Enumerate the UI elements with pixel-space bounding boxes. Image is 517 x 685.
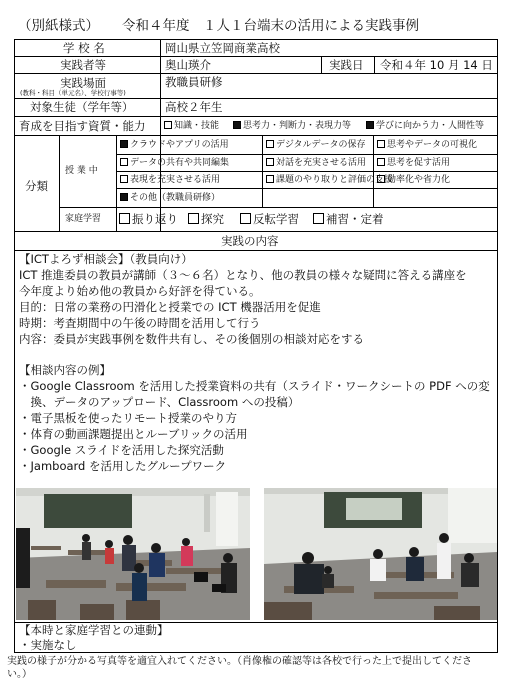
checkbox-icon — [240, 213, 251, 224]
footer-note-line1: 実践の様子が分かる写真等を適宜入れてください。（肖像権の確認等は各校で行った上で提出してくださ — [7, 656, 472, 667]
page-title: 令和４年度 １人１台端末の活用による実践事例 — [122, 18, 419, 34]
scene-value: 教職員研修 — [165, 75, 223, 89]
lesson-option-5[interactable]: 対話を充実させる活用 — [266, 157, 366, 169]
scene-label: 実践場面 — [60, 76, 106, 90]
lesson-option-8[interactable]: 課題のやり取りと評価の支援 — [266, 174, 393, 186]
section1-line: 今年度より始め他の教員から好評を得ている。 — [19, 284, 261, 298]
lesson-option-2[interactable]: デジタルデータの保存 — [266, 139, 365, 151]
lesson-option-4[interactable]: データの共有や共同編集 — [120, 157, 229, 169]
checked-box-icon — [120, 193, 128, 201]
section3-title: 【本時と家庭学習との連動】 — [19, 623, 169, 637]
classroom-photo-1 — [16, 488, 250, 620]
section2-line: ・Google スライドを活用した探究活動 — [19, 443, 224, 457]
checkbox-icon — [266, 158, 274, 166]
classification-label: 分類 — [25, 179, 48, 193]
section2-line: ・電子黒板を使ったリモート授業のやり方 — [19, 411, 238, 425]
form-label: （別紙様式） — [18, 18, 99, 34]
ability-option-2[interactable]: 思考力・判断力・表現力等 — [233, 120, 351, 132]
lesson-option-6[interactable]: 思考を促す活用 — [377, 157, 450, 169]
section2-line: ・Jamboard を活用したグループワーク — [19, 459, 227, 473]
checkbox-icon — [164, 121, 172, 129]
lesson-option-10[interactable]: その他（教職員研修） — [120, 192, 220, 204]
section2-line: ・体育の動画課題提出とルーブリックの活用 — [19, 427, 248, 441]
checkbox-icon — [377, 175, 385, 183]
section2-title: 【相談内容の例】 — [19, 363, 111, 377]
section1-line: 目的：日常の業務の円滑化と授業での ICT 機器活用を促進 — [19, 300, 321, 314]
practice-table — [14, 39, 498, 653]
section1-line: 時期：考査期間中の午後の時間を活用して行う — [19, 316, 261, 330]
footer-note-line2: い。） — [7, 669, 32, 680]
section1-title: 【ICTよろず相談会】（教員向け） — [19, 252, 193, 266]
lesson-label: 授 業 中 — [65, 166, 98, 176]
practitioner-label: 実践者等 — [60, 58, 106, 72]
lesson-option-1[interactable]: クラウドやアプリの活用 — [120, 139, 229, 151]
section1-line: 内容：委員が実践事例を数件共有し、その後個別の相談対応をする — [19, 332, 364, 346]
checkbox-icon — [377, 158, 385, 166]
school-value: 岡山県立笠岡商業高校 — [165, 41, 280, 55]
checkbox-icon — [313, 213, 324, 224]
checked-box-icon — [233, 121, 241, 129]
classroom-photo-2 — [264, 488, 497, 620]
ability-label: 育成を目指す資質・能力 — [19, 119, 146, 133]
section3-line: ・実施なし — [19, 638, 77, 652]
target-value: 高校２年生 — [165, 100, 223, 114]
date-value: 令和４年 10 月 14 日 — [380, 58, 493, 72]
checkbox-icon — [377, 140, 385, 148]
checkbox-icon — [188, 213, 199, 224]
checked-box-icon — [120, 140, 128, 148]
section2-line: 換、データのアップロード、Classroom への投稿） — [19, 395, 300, 409]
home-option-4[interactable]: 補習・定着 — [313, 212, 384, 226]
home-option-3[interactable]: 反転学習 — [240, 212, 299, 226]
checkbox-icon — [266, 175, 274, 183]
checkbox-icon — [120, 175, 128, 183]
lesson-option-3[interactable]: 思考やデータの可視化 — [377, 139, 477, 151]
home-option-1[interactable]: 振り返り — [119, 212, 178, 226]
target-label: 対象生徒（学年等） — [30, 100, 134, 114]
checked-box-icon — [366, 121, 374, 129]
scene-sub-label: (教科・科目（単元名）、学校行事等) — [20, 89, 126, 97]
home-option-2[interactable]: 探究 — [188, 212, 224, 226]
home-study-label: 家庭学習 — [65, 214, 102, 224]
lesson-option-9[interactable]: 効率化や省力化 — [377, 174, 450, 186]
school-label: 学 校 名 — [63, 41, 105, 55]
lesson-option-7[interactable]: 表現を充実させる活用 — [120, 174, 220, 186]
ability-option-1[interactable]: 知識・技能 — [164, 120, 219, 132]
checkbox-icon — [266, 140, 274, 148]
practitioner-value: 奥山瑛介 — [165, 58, 211, 72]
date-label: 実践日 — [329, 58, 364, 72]
section1-line: ICT 推進委員の教員が講師（３～６名）となり、他の教員の様々な疑問に答える講座を — [19, 268, 467, 282]
ability-option-3[interactable]: 学びに向かう力・人間性等 — [366, 120, 484, 132]
checkbox-icon — [119, 213, 130, 224]
section2-line: ・Google Classroom を活用した授業資料の共有（スライド・ワークシートの PDF への変 — [19, 379, 490, 393]
checkbox-icon — [120, 158, 128, 166]
content-heading: 実践の内容 — [221, 234, 279, 248]
